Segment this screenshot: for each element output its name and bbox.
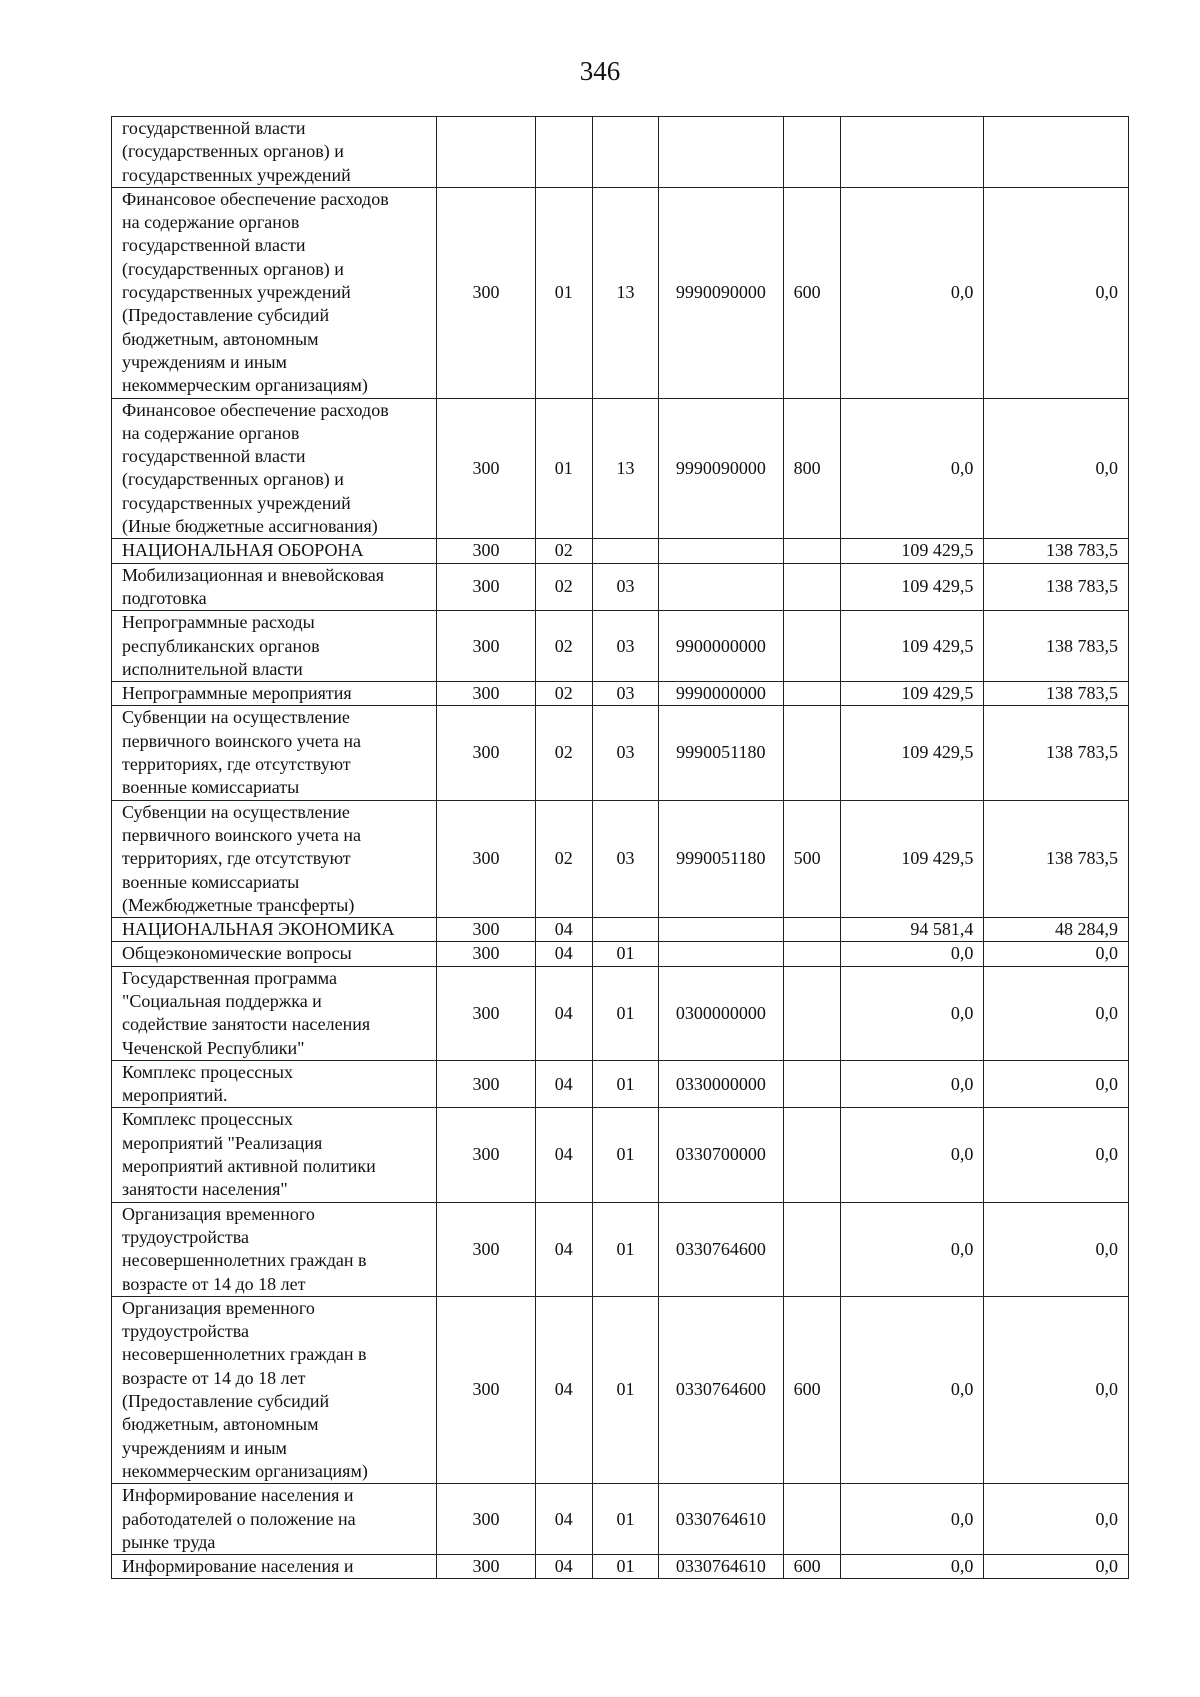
table-row — [112, 611, 1129, 682]
cell-glava: 300 — [437, 539, 535, 563]
item-name-line: мероприятий "Реализация — [122, 1132, 323, 1153]
item-name-line: подготовка — [122, 587, 207, 608]
cell-expense-type — [783, 117, 840, 188]
cell-item-name — [112, 1555, 437, 1579]
cell-razdel: 04 — [535, 1484, 592, 1555]
cell-glava: 300 — [437, 187, 535, 398]
item-name-line: (государственных органов) и — [122, 141, 344, 162]
cell-target-article — [659, 918, 783, 942]
cell-sum-year-2: 0,0 — [984, 942, 1129, 966]
cell-podrazdel: 01 — [592, 1555, 658, 1579]
cell-expense-type — [783, 1108, 840, 1202]
cell-item-name — [112, 966, 437, 1060]
cell-podrazdel: 01 — [592, 1484, 658, 1555]
item-name-line: военные комиссариаты — [122, 871, 300, 892]
cell-glava: 300 — [437, 682, 535, 706]
cell-razdel: 01 — [535, 187, 592, 398]
item-name-line: государственной власти — [122, 118, 306, 138]
cell-glava: 300 — [437, 1484, 535, 1555]
cell-item-name — [112, 611, 437, 682]
item-name-line: занятости населения" — [122, 1179, 288, 1200]
item-name-line: Субвенции на осуществление — [122, 801, 350, 822]
cell-target-article: 9900000000 — [659, 611, 783, 682]
cell-item-name — [112, 1060, 437, 1108]
item-name-line: несовершеннолетних граждан в — [122, 1344, 367, 1365]
cell-sum-year-1 — [840, 117, 984, 188]
item-name-line: несовершеннолетних граждан в — [122, 1250, 367, 1271]
cell-item-name — [112, 398, 437, 539]
cell-podrazdel: 03 — [592, 563, 658, 611]
table-row — [112, 918, 1129, 942]
cell-sum-year-2: 0,0 — [984, 1202, 1129, 1296]
table-row — [112, 1484, 1129, 1555]
cell-podrazdel — [592, 918, 658, 942]
cell-expense-type: 600 — [783, 187, 840, 398]
cell-sum-year-1: 109 429,5 — [840, 563, 984, 611]
cell-expense-type — [783, 1202, 840, 1296]
cell-glava: 300 — [437, 966, 535, 1060]
item-name-line: некоммерческим организациям) — [122, 375, 368, 396]
item-name-line: военные комиссариаты — [122, 777, 300, 798]
cell-item-name — [112, 1108, 437, 1202]
cell-podrazdel: 03 — [592, 682, 658, 706]
cell-razdel: 04 — [535, 1108, 592, 1202]
item-name-line: Информирование населения и — [122, 1485, 354, 1506]
table-row — [112, 1296, 1129, 1483]
cell-target-article: 0330000000 — [659, 1060, 783, 1108]
item-name-line: Финансовое обеспечение расходов — [122, 399, 389, 420]
cell-sum-year-1: 109 429,5 — [840, 539, 984, 563]
cell-sum-year-1: 0,0 — [840, 1296, 984, 1483]
cell-target-article: 9990000000 — [659, 682, 783, 706]
item-name-line: Финансовое обеспечение расходов — [122, 188, 389, 209]
cell-glava — [437, 117, 535, 188]
cell-sum-year-1: 109 429,5 — [840, 611, 984, 682]
table-row — [112, 682, 1129, 706]
item-name-line: бюджетным, автономным — [122, 1414, 319, 1435]
cell-expense-type — [783, 1060, 840, 1108]
cell-target-article: 0330764600 — [659, 1202, 783, 1296]
cell-target-article: 9990051180 — [659, 706, 783, 800]
cell-sum-year-1: 109 429,5 — [840, 682, 984, 706]
item-name-line: первичного воинского учета на — [122, 824, 362, 845]
item-name-line: НАЦИОНАЛЬНАЯ ОБОРОНА — [122, 540, 364, 561]
cell-sum-year-2: 0,0 — [984, 1555, 1129, 1579]
cell-item-name — [112, 539, 437, 563]
item-name-line: мероприятий активной политики — [122, 1156, 376, 1177]
item-name-line: трудоустройства — [122, 1321, 250, 1342]
cell-target-article — [659, 539, 783, 563]
cell-razdel: 01 — [535, 398, 592, 539]
item-name-line: некоммерческим организациям) — [122, 1460, 368, 1481]
cell-sum-year-1: 0,0 — [840, 942, 984, 966]
cell-expense-type: 800 — [783, 398, 840, 539]
cell-expense-type — [783, 942, 840, 966]
cell-razdel: 04 — [535, 918, 592, 942]
table-row — [112, 1108, 1129, 1202]
cell-sum-year-2: 138 783,5 — [984, 563, 1129, 611]
cell-razdel: 04 — [535, 1060, 592, 1108]
cell-expense-type: 600 — [783, 1555, 840, 1579]
table-row — [112, 966, 1129, 1060]
item-name-line: работодателей о положение на — [122, 1508, 356, 1529]
cell-glava: 300 — [437, 800, 535, 917]
cell-item-name — [112, 682, 437, 706]
cell-razdel: 02 — [535, 706, 592, 800]
cell-sum-year-1: 0,0 — [840, 966, 984, 1060]
cell-podrazdel: 03 — [592, 800, 658, 917]
item-name-line: трудоустройства — [122, 1226, 250, 1247]
item-name-line: территориях, где отсутствуют — [122, 754, 351, 775]
item-name-line: государственных учреждений — [122, 282, 351, 303]
cell-item-name — [112, 706, 437, 800]
cell-razdel: 02 — [535, 682, 592, 706]
item-name-line: учреждениям и иным — [122, 1437, 287, 1458]
item-name-line: содействие занятости населения — [122, 1014, 371, 1035]
item-name-line: Непрограммные мероприятия — [122, 683, 352, 704]
cell-item-name — [112, 942, 437, 966]
cell-sum-year-2: 0,0 — [984, 1484, 1129, 1555]
cell-expense-type — [783, 563, 840, 611]
cell-glava: 300 — [437, 1296, 535, 1483]
cell-podrazdel — [592, 117, 658, 188]
cell-sum-year-1: 94 581,4 — [840, 918, 984, 942]
table-row — [112, 117, 1129, 188]
item-name-line: (Предоставление субсидий — [122, 1391, 330, 1412]
item-name-line: Комплекс процессных — [122, 1109, 293, 1130]
cell-glava: 300 — [437, 918, 535, 942]
cell-expense-type — [783, 611, 840, 682]
cell-expense-type — [783, 706, 840, 800]
cell-podrazdel: 01 — [592, 966, 658, 1060]
cell-glava: 300 — [437, 563, 535, 611]
table-body — [112, 117, 1129, 1579]
cell-sum-year-2: 138 783,5 — [984, 682, 1129, 706]
cell-razdel: 02 — [535, 563, 592, 611]
cell-target-article: 0330764610 — [659, 1555, 783, 1579]
item-name-line: (государственных органов) и — [122, 258, 344, 279]
item-name-line: (Предоставление субсидий — [122, 305, 330, 326]
cell-item-name — [112, 1202, 437, 1296]
item-name-line: учреждениям и иным — [122, 351, 287, 372]
item-name-line: исполнительной власти — [122, 658, 303, 679]
cell-sum-year-1: 0,0 — [840, 1484, 984, 1555]
item-name-line: НАЦИОНАЛЬНАЯ ЭКОНОМИКА — [122, 919, 395, 940]
cell-expense-type: 500 — [783, 800, 840, 917]
cell-razdel: 04 — [535, 1296, 592, 1483]
cell-sum-year-2: 0,0 — [984, 187, 1129, 398]
cell-sum-year-2: 138 783,5 — [984, 611, 1129, 682]
item-name-line: государственных учреждений — [122, 492, 351, 513]
cell-target-article: 9990051180 — [659, 800, 783, 917]
cell-razdel: 02 — [535, 611, 592, 682]
table-row — [112, 539, 1129, 563]
cell-podrazdel: 01 — [592, 1296, 658, 1483]
cell-podrazdel: 13 — [592, 398, 658, 539]
cell-razdel: 04 — [535, 1555, 592, 1579]
cell-podrazdel: 01 — [592, 1202, 658, 1296]
cell-sum-year-2: 0,0 — [984, 966, 1129, 1060]
item-name-line: Субвенции на осуществление — [122, 707, 350, 728]
item-name-line: Государственная программа — [122, 967, 337, 988]
item-name-line: (Межбюджетные трансферты) — [122, 894, 355, 915]
cell-glava: 300 — [437, 611, 535, 682]
cell-sum-year-1: 0,0 — [840, 187, 984, 398]
item-name-line: "Социальная поддержка и — [122, 990, 322, 1011]
cell-glava: 300 — [437, 706, 535, 800]
cell-sum-year-2: 48 284,9 — [984, 918, 1129, 942]
item-name-line: территориях, где отсутствуют — [122, 848, 351, 869]
item-name-line: мероприятий. — [122, 1085, 228, 1106]
cell-sum-year-1: 109 429,5 — [840, 706, 984, 800]
item-name-line: возрасте от 14 до 18 лет — [122, 1273, 306, 1294]
item-name-line: Организация временного — [122, 1203, 315, 1224]
item-name-line: Комплекс процессных — [122, 1061, 293, 1082]
item-name-line: возрасте от 14 до 18 лет — [122, 1367, 306, 1388]
cell-target-article: 9990090000 — [659, 187, 783, 398]
cell-podrazdel: 01 — [592, 942, 658, 966]
cell-sum-year-2: 138 783,5 — [984, 706, 1129, 800]
cell-sum-year-1: 0,0 — [840, 1202, 984, 1296]
item-name-line: государственных учреждений — [122, 164, 351, 185]
item-name-line: Информирование населения и — [122, 1556, 354, 1577]
cell-glava: 300 — [437, 1202, 535, 1296]
cell-podrazdel — [592, 539, 658, 563]
cell-podrazdel: 13 — [592, 187, 658, 398]
item-name-line: Чеченской Республики" — [122, 1037, 305, 1058]
cell-target-article — [659, 563, 783, 611]
item-name-line: первичного воинского учета на — [122, 730, 362, 751]
cell-glava: 300 — [437, 1108, 535, 1202]
cell-sum-year-2: 0,0 — [984, 1060, 1129, 1108]
budget-table — [111, 116, 1129, 1579]
cell-expense-type — [783, 1484, 840, 1555]
cell-glava: 300 — [437, 942, 535, 966]
cell-sum-year-2 — [984, 117, 1129, 188]
table-row — [112, 800, 1129, 917]
cell-glava: 300 — [437, 398, 535, 539]
cell-item-name — [112, 187, 437, 398]
table-row — [112, 1555, 1129, 1579]
cell-item-name — [112, 1484, 437, 1555]
cell-sum-year-1: 109 429,5 — [840, 800, 984, 917]
cell-razdel: 02 — [535, 539, 592, 563]
table-row — [112, 1060, 1129, 1108]
cell-target-article: 0330700000 — [659, 1108, 783, 1202]
item-name-line: рынке труда — [122, 1531, 216, 1552]
cell-sum-year-2: 0,0 — [984, 1296, 1129, 1483]
item-name-line: Организация временного — [122, 1297, 315, 1318]
item-name-line: Общеэкономические вопросы — [122, 943, 352, 964]
cell-glava: 300 — [437, 1555, 535, 1579]
cell-target-article: 0300000000 — [659, 966, 783, 1060]
cell-expense-type — [783, 918, 840, 942]
cell-sum-year-2: 0,0 — [984, 1108, 1129, 1202]
cell-expense-type: 600 — [783, 1296, 840, 1483]
cell-target-article: 0330764600 — [659, 1296, 783, 1483]
cell-razdel: 04 — [535, 1202, 592, 1296]
cell-razdel: 02 — [535, 800, 592, 917]
cell-podrazdel: 01 — [592, 1060, 658, 1108]
cell-target-article: 0330764610 — [659, 1484, 783, 1555]
cell-item-name — [112, 800, 437, 917]
cell-sum-year-2: 138 783,5 — [984, 539, 1129, 563]
cell-razdel — [535, 117, 592, 188]
cell-item-name — [112, 918, 437, 942]
cell-sum-year-1: 0,0 — [840, 1108, 984, 1202]
cell-podrazdel: 03 — [592, 706, 658, 800]
item-name-line: республиканских органов — [122, 635, 320, 656]
item-name-line: на содержание органов — [122, 422, 300, 443]
item-name-line: (Иные бюджетные ассигнования) — [122, 516, 378, 537]
cell-podrazdel: 01 — [592, 1108, 658, 1202]
cell-item-name — [112, 1296, 437, 1483]
cell-sum-year-1: 0,0 — [840, 1060, 984, 1108]
cell-expense-type — [783, 682, 840, 706]
table-row — [112, 563, 1129, 611]
table-row — [112, 942, 1129, 966]
cell-glava: 300 — [437, 1060, 535, 1108]
table-row — [112, 1202, 1129, 1296]
item-name-line: Непрограммные расходы — [122, 612, 315, 633]
page-number: 346 — [579, 56, 621, 86]
table-row — [112, 187, 1129, 398]
table-row — [112, 706, 1129, 800]
cell-expense-type — [783, 539, 840, 563]
cell-sum-year-1: 0,0 — [840, 398, 984, 539]
cell-item-name — [112, 117, 437, 188]
item-name-line: Мобилизационная и вневойсковая — [122, 564, 384, 585]
cell-sum-year-2: 0,0 — [984, 398, 1129, 539]
cell-sum-year-1: 0,0 — [840, 1555, 984, 1579]
cell-sum-year-2: 138 783,5 — [984, 800, 1129, 917]
item-name-line: бюджетным, автономным — [122, 328, 319, 349]
cell-razdel: 04 — [535, 966, 592, 1060]
cell-item-name — [112, 563, 437, 611]
cell-podrazdel: 03 — [592, 611, 658, 682]
cell-target-article — [659, 942, 783, 966]
item-name-line: государственной власти — [122, 235, 306, 256]
cell-target-article: 9990090000 — [659, 398, 783, 539]
item-name-line: государственной власти — [122, 446, 306, 467]
item-name-line: (государственных органов) и — [122, 469, 344, 490]
table-row — [112, 398, 1129, 539]
cell-expense-type — [783, 966, 840, 1060]
item-name-line: на содержание органов — [122, 212, 300, 233]
cell-target-article — [659, 117, 783, 188]
cell-razdel: 04 — [535, 942, 592, 966]
